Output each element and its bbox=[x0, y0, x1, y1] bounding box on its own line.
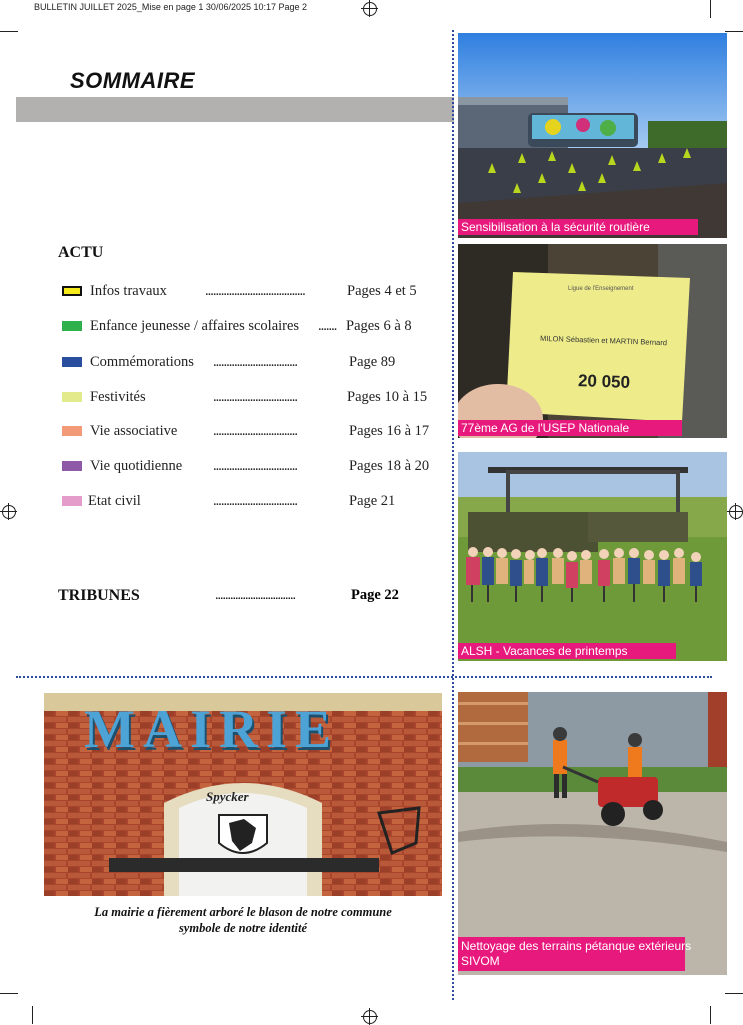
mairie-sign: MAIRIE bbox=[84, 699, 340, 759]
crop-mark bbox=[725, 993, 743, 994]
toc-pages: Pages 6 à 8 bbox=[346, 318, 412, 334]
toc-dots: ................................ bbox=[213, 354, 297, 370]
toc-pages: Page 89 bbox=[349, 354, 396, 370]
toc-dots: ....... bbox=[318, 318, 337, 334]
toc-row-etat-civil[interactable] bbox=[62, 493, 442, 511]
petanque-cleaning-image bbox=[458, 692, 727, 975]
color-swatch bbox=[62, 286, 82, 296]
color-swatch bbox=[62, 496, 82, 506]
color-swatch bbox=[62, 461, 82, 471]
mairie-town-name: Spycker bbox=[206, 789, 249, 804]
alsh-group-image bbox=[458, 452, 727, 661]
toc-dots: ................................ bbox=[213, 458, 297, 474]
registration-mark-icon bbox=[363, 2, 377, 16]
photo-usep bbox=[458, 244, 727, 438]
toc-pages: Pages 10 à 15 bbox=[347, 389, 428, 405]
toc-label: Festivités bbox=[90, 389, 146, 405]
toc-row-vie-associative[interactable] bbox=[62, 423, 442, 441]
color-swatch bbox=[62, 426, 82, 436]
color-swatch bbox=[62, 392, 82, 402]
toc-row-enfance[interactable] bbox=[62, 318, 442, 336]
registration-mark-icon bbox=[2, 505, 16, 519]
photo-alsh bbox=[458, 452, 727, 661]
mairie-caption bbox=[44, 904, 442, 936]
cheque-org: Ligue de l'Enseignement bbox=[568, 286, 634, 292]
toc-dots: ................................ bbox=[213, 389, 297, 405]
tribunes-pages[interactable]: Page 22 bbox=[351, 587, 399, 603]
vertical-divider bbox=[452, 30, 454, 1000]
registration-mark-icon bbox=[729, 505, 743, 519]
photo-caption bbox=[458, 937, 692, 971]
registration-mark-icon bbox=[363, 1010, 377, 1024]
tribunes-heading: TRIBUNES bbox=[58, 587, 140, 604]
photo-caption: ALSH - Vacances de printemps bbox=[458, 643, 676, 659]
photo-road-safety bbox=[458, 33, 727, 238]
photo-caption-line1: Nettoyage des terrains pétanque extérieurs bbox=[461, 939, 692, 953]
crop-mark bbox=[710, 1006, 711, 1024]
crop-mark bbox=[0, 993, 18, 994]
photo-mairie bbox=[44, 693, 442, 896]
toc-label: Etat civil bbox=[88, 493, 141, 509]
toc-dots: ................................ bbox=[215, 588, 295, 603]
print-header: BULLETIN JUILLET 2025_Mise en page 1 30/06/2025 10:17 Page 2 bbox=[34, 2, 308, 12]
cheque-names: MILON Sébastien et MARTIN Bernard bbox=[539, 333, 668, 348]
photo-caption: Sensibilisation à la sécurité routière bbox=[458, 219, 698, 235]
toc-label: Enfance jeunesse / affaires scolaires bbox=[90, 318, 300, 334]
horizontal-divider bbox=[16, 676, 712, 678]
photo-petanque bbox=[458, 692, 727, 975]
toc-dots: ................................ bbox=[213, 423, 297, 439]
toc-pages: Pages 18 à 20 bbox=[349, 458, 430, 474]
mairie-caption-line2: symbole de notre identité bbox=[178, 921, 308, 935]
road-safety-image bbox=[458, 33, 727, 238]
crop-mark bbox=[32, 1006, 33, 1024]
toc-label: Commémorations bbox=[90, 354, 194, 370]
toc-pages: Page 21 bbox=[349, 493, 396, 509]
toc-row-vie-quotidienne[interactable] bbox=[62, 458, 442, 476]
crop-mark bbox=[710, 0, 711, 18]
toc-dots: ...................................... bbox=[205, 283, 305, 299]
crop-mark bbox=[725, 31, 743, 32]
toc-row-commemorations[interactable] bbox=[62, 354, 442, 372]
toc-pages: Pages 16 à 17 bbox=[349, 423, 430, 439]
toc-label: Vie associative bbox=[90, 423, 178, 439]
toc-dots: ................................ bbox=[213, 493, 297, 509]
actu-heading: ACTU bbox=[58, 244, 104, 261]
cheque-amount: 20 050 bbox=[577, 371, 631, 392]
title-bar bbox=[16, 97, 454, 122]
color-swatch bbox=[62, 321, 82, 331]
toc-row-infos-travaux[interactable] bbox=[62, 283, 442, 301]
page-title: SOMMAIRE bbox=[70, 68, 195, 93]
crop-mark bbox=[0, 31, 18, 32]
photo-caption-line2: SIVOM bbox=[461, 954, 500, 968]
toc-pages: Pages 4 et 5 bbox=[347, 283, 417, 299]
color-swatch bbox=[62, 357, 82, 367]
toc-row-festivites[interactable] bbox=[62, 389, 442, 407]
photo-caption: 77ème AG de l'USEP Nationale bbox=[458, 420, 682, 436]
toc-label: Infos travaux bbox=[90, 283, 167, 299]
mairie-caption-line1: La mairie a fièrement arboré le blason de notre commune bbox=[94, 905, 392, 919]
toc-label: Vie quotidienne bbox=[90, 458, 183, 474]
